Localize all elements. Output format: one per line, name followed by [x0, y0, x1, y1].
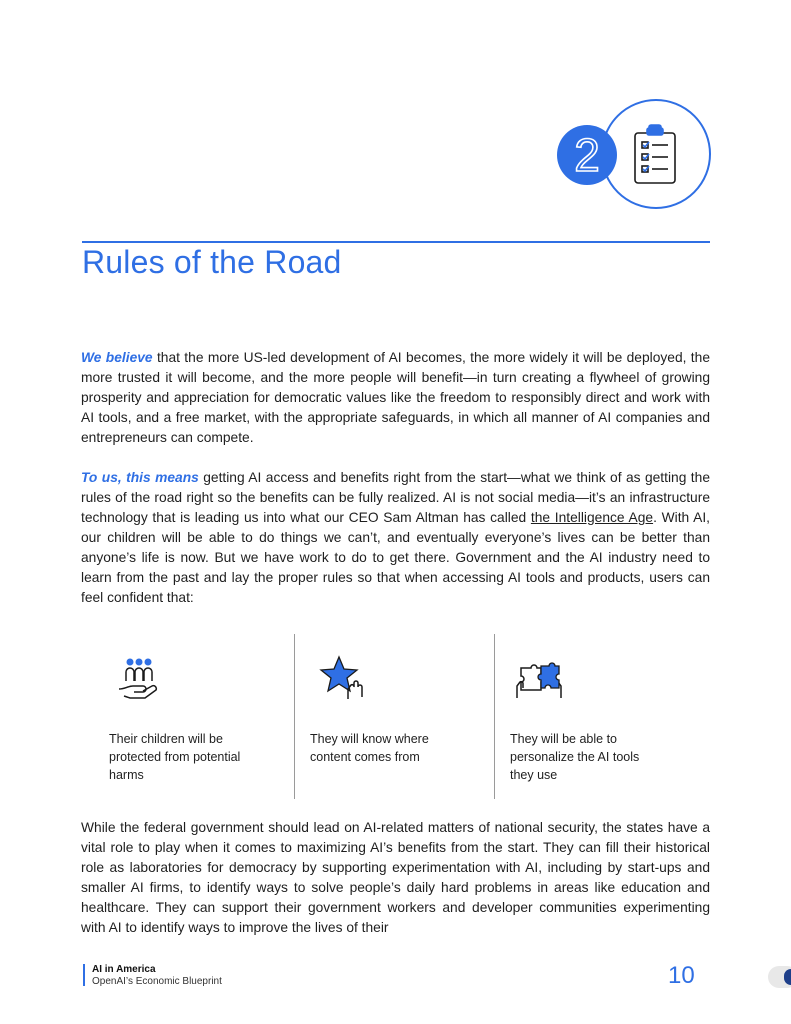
puzzle-hands-icon [515, 660, 565, 702]
clipboard-checklist-icon [635, 125, 675, 183]
star-hand-icon [318, 655, 364, 701]
paragraph-we-believe [81, 348, 710, 448]
paragraph-text: that the more US-led development of AI becomes, the more widely it will be deployed, the more trusted it will become, and the more people will benefit—in turn creating a flywheel of growing prosperity and appreciation for democratic values like the freedom to responsibly direct and work with AI tools, and a free market, with the appropriate safeguards, in which all manner of AI companies and entrepreneurs can compete. [81, 350, 710, 445]
title-rule [82, 241, 710, 243]
card-text: They will know where content comes from [310, 732, 429, 764]
section-header-graphic [550, 98, 720, 213]
page-corner-dot [784, 969, 791, 985]
paragraph-to-us [81, 468, 710, 608]
paragraph-lead: We believe [81, 350, 153, 365]
card-text: They will be able to personalize the AI tools they use [510, 732, 640, 782]
footer-subtitle: OpenAI’s Economic Blueprint [92, 976, 222, 987]
paragraph-lead: To us, this means [81, 470, 199, 485]
footer-accent-bar [83, 964, 85, 986]
footer-title: AI in America [92, 964, 156, 975]
page-number: 10 [668, 962, 695, 989]
column-divider [494, 634, 495, 799]
paragraph-states: While the federal government should lead on AI-related matters of national security, the states have a vital role to play when it comes to maximizing AI’s benefits from the start. They can fill their historical role as laboratories for democracy by supporting experimentation with AI, including by start-ups and smaller AI firms, to identify ways to solve people’s daily hard problems in areas like education and healthcare. They can support their government workers and developer communities experimenting with AI to identify ways to improve the lives of their [81, 820, 710, 935]
section-icon-ring [602, 100, 710, 208]
page-title: Rules of the Road [82, 244, 342, 280]
section-number: 2 [574, 129, 600, 181]
paragraph-text: getting AI access and benefits right from the start—what we think of as getting the rules of the road right so the benefits can be fully realized. AI is not social media—it’s an infrastructure technology that is leading us into what our CEO Sam Altman has called [81, 470, 710, 525]
paragraph-text: . With AI, our children will be able to do things we can’t, and eventually everyone’s lives can be better than anyone’s life is now. But we have work to do to get there. Government and the AI industry need to learn from the past and lay the proper rules so that when accessing AI tools and products, users can feel confident that: [81, 510, 711, 605]
card-text: Their children will be protected from potential harms [109, 732, 241, 782]
column-divider [294, 634, 295, 799]
family-protection-icon [116, 656, 162, 700]
intelligence-age-link[interactable]: the Intelligence Age [530, 510, 654, 525]
